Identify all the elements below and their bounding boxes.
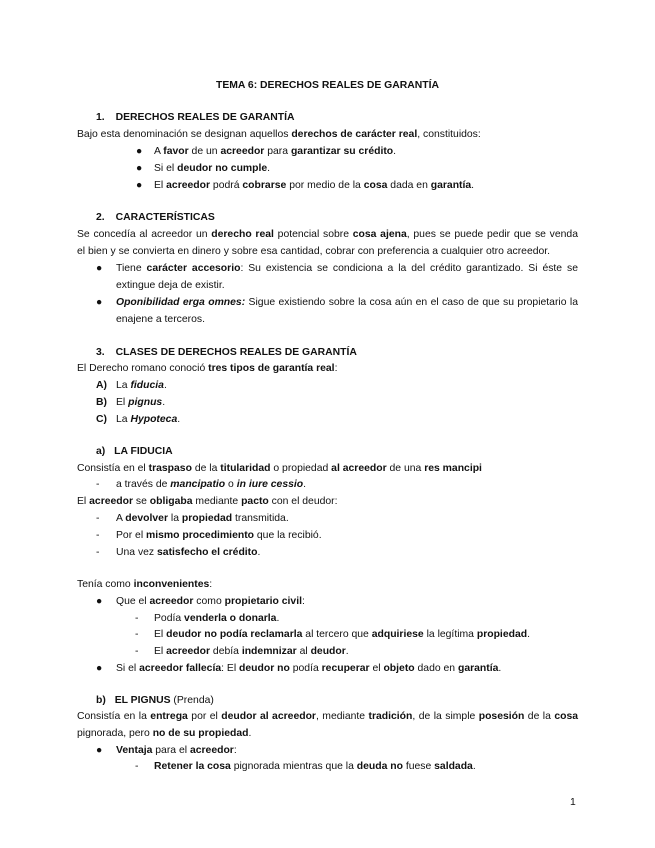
s1-bullet-2: ● Si el deudor no cumple. — [136, 163, 271, 174]
page-number: 1 — [570, 797, 576, 808]
s2-bullet-1-line-1: Tiene carácter accesorio: Su existencia se condiciona a la del crédito garantizado. Si éste se — [116, 263, 578, 274]
bullet-icon: ● — [96, 745, 103, 756]
bullet-icon: ● — [96, 596, 103, 607]
s3-item-a: A) La fiducia. — [96, 380, 167, 391]
s2-paragraph-line-2: el bien y se convierta en dinero y sobre esa cantidad, cobrar con preferencia a cualquier otro acreedor. — [77, 246, 551, 257]
bullet-icon: ● — [136, 146, 143, 157]
sa-p3: Tenía como inconvenientes: — [77, 579, 213, 590]
section-1-heading — [96, 111, 295, 124]
s3-intro: El Derecho romano conoció tres tipos de garantía real: — [77, 363, 338, 374]
sb-bullet-1: ● Ventaja para el acreedor: — [96, 745, 237, 756]
s2-bullet-1-line-2: extingue deja de existir. — [116, 280, 225, 291]
sb-p1-line-2: pignorada, pero no de su propiedad. — [77, 728, 252, 739]
sb-p1-line-1: Consistía en la entrega por el deudor al acreedor, mediante tradición, de la simple posesión de la cosa — [77, 711, 579, 722]
sa-dash-3: - Por el mismo procedimiento que la recibió. — [96, 530, 322, 541]
bullet-icon: ● — [136, 180, 143, 191]
s1-intro: Bajo esta denominación se designan aquellos derechos de carácter real, constituidos: — [77, 129, 481, 140]
s3-item-c: C) La Hypoteca. — [96, 414, 181, 425]
sb-subdash-1: - Retener la cosa pignorada mientras que la deuda no fuese saldada. — [135, 761, 476, 772]
s2-paragraph-line-1: Se concedía al acreedor un derecho real potencial sobre cosa ajena, pues se puede pedir que se venda — [77, 229, 578, 240]
s2-bullet-1 — [96, 262, 102, 275]
subsection-b-heading: b) EL PIGNUS (Prenda) — [96, 695, 214, 706]
sa-dash-1: - a través de mancipatio o in iure cessio. — [96, 479, 307, 490]
sa-p2: El acreedor se obligaba mediante pacto con el deudor: — [77, 496, 338, 507]
page-title: TEMA 6: DERECHOS REALES DE GARANTÍA — [215, 80, 440, 91]
sa-bullet-1: ● Que el acreedor como propietario civil: — [96, 596, 305, 607]
s2-bullet-2-line-1: Oponibilidad erga omnes: Sigue existiendo sobre la cosa aún en el caso de que su propietario la — [116, 297, 578, 308]
bullet-icon: ● — [96, 263, 103, 274]
bullet-icon: ● — [96, 663, 103, 674]
bullet-icon: ● — [136, 163, 143, 174]
sa-subdash-2: - El deudor no podía reclamarla al tercero que adquiriese la legítima propiedad. — [135, 629, 530, 640]
subsection-a-heading: a) LA FIDUCIA — [96, 446, 173, 457]
bullet-icon: ● — [96, 297, 103, 308]
s1-bullet-1: ● A favor de un acreedor para garantizar su crédito. — [136, 146, 397, 157]
section-title: DERECHOS REALES DE GARANTÍA — [115, 112, 295, 123]
sa-dash-2: - A devolver la propiedad transmitida. — [96, 513, 289, 524]
sa-dash-4: - Una vez satisfecho el crédito. — [96, 547, 261, 558]
sa-bullet-2: ● Si el acreedor fallecía: El deudor no podía recuperar el objeto dado en garantía. — [96, 663, 502, 674]
section-2-heading: 2. CARACTERÍSTICAS — [96, 212, 215, 223]
section-number: 1. — [96, 112, 105, 123]
s1-bullet-3: ● El acreedor podrá cobrarse por medio de la cosa dada en garantía. — [136, 180, 475, 191]
sa-p1: Consistía en el traspaso de la titularidad o propiedad al acreedor de una res mancipi — [77, 463, 482, 474]
sa-subdash-1: - Podía venderla o donarla. — [135, 613, 280, 624]
s2-bullet-2-line-2: enajene a terceros. — [116, 314, 205, 325]
section-3-heading: 3. CLASES DE DERECHOS REALES DE GARANTÍA — [96, 347, 357, 358]
sa-subdash-3: - El acreedor debía indemnizar al deudor. — [135, 646, 349, 657]
s2-bullet-2 — [96, 296, 102, 309]
s3-item-b: B) El pignus. — [96, 397, 166, 408]
